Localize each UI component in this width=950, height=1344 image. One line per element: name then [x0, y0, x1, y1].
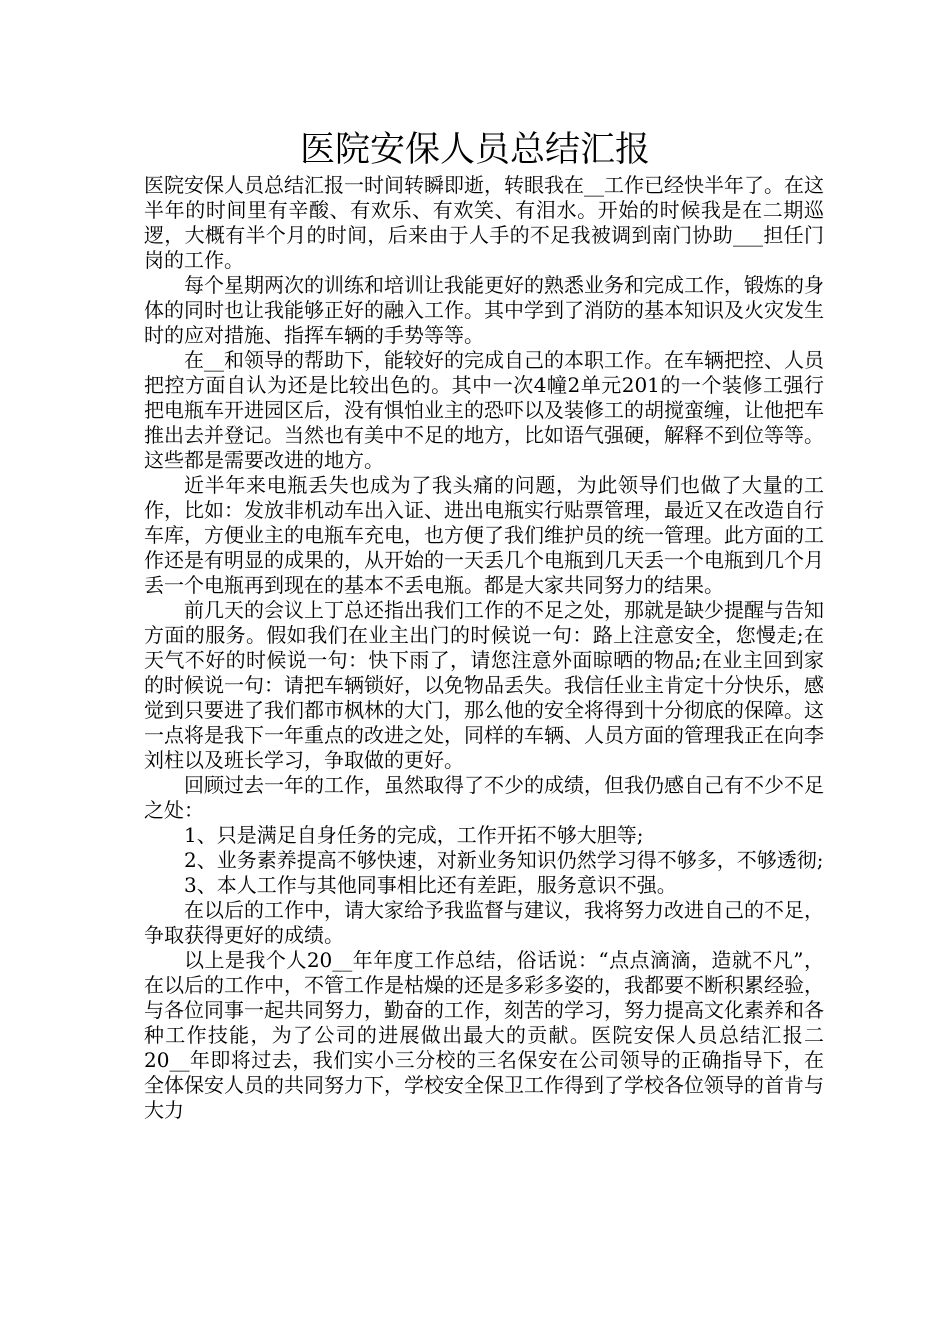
paragraph-duties: 在__和领导的帮助下，能较好的完成自己的本职工作。在车辆把控、人员把控方面自认为还是比较出色的。其中一次4幢2单元201的一个装修工强行把电瓶车开进园区后，没有惧怕业主的恐吓以及装修工的胡搅蛮缠，让他把车推出去并登记。当然也有美中不足的地方，比如语气强硬，解释不到位等等。这些都是需要改进的地方。: [144, 348, 824, 472]
paragraph-future: 在以后的工作中，请大家给予我监督与建议，我将努力改进自己的不足，争取获得更好的成绩。: [144, 898, 824, 947]
list-item-shortcoming-2: 2、业务素养提高不够快速，对新业务知识仍然学习得不够多，不够透彻;: [184, 848, 824, 872]
document-title: 医院安保人员总结汇报: [299, 130, 650, 170]
paragraph-training: 每个星期两次的训练和培训让我能更好的熟悉业务和完成工作，锻炼的身体的同时也让我能够正好的融入工作。其中学到了消防的基本知识及火灾发生时的应对措施、指挥车辆的手势等等。: [144, 273, 824, 347]
paragraph-intro: 医院安保人员总结汇报一时间转瞬即逝，转眼我在__工作已经快半年了。在这半年的时间里有辛酸、有欢乐、有欢笑、有泪水。开始的时候我是在二期巡逻，大概有半个月的时间，后来由于人手的不足我被调到南门协助___担任门岗的工作。: [144, 173, 824, 272]
paragraph-review: 回顾过去一年的工作，虽然取得了不少的成绩，但我仍感自己有不少不足之处：: [144, 773, 824, 822]
list-item-shortcoming-1: 1、只是满足自身任务的完成，工作开拓不够大胆等;: [184, 823, 644, 847]
paragraph-battery-theft: 近半年来电瓶丢失也成为了我头痛的问题，为此领导们也做了大量的工作，比如：发放非机动车出入证、进出电瓶实行贴票管理，最近又在改造自行车库，方便业主的电瓶车充电，也方便了我们维护员的统一管理。此方面的工作还是有明显的成果的，从开始的一天丢几个电瓶到几天丢一个电瓶到几个月丢一个电瓶再到现在的基本不丢电瓶。都是大家共同努力的结果。: [144, 473, 824, 597]
paragraph-conclusion: 以上是我个人20__年年度工作总结，俗话说：“点点滴滴，造就不凡”，在以后的工作中，不管工作是枯燥的还是多彩多姿的，我都要不断积累经验，与各位同事一起共同努力，勤奋的工作，刻苦的学习，努力提高文化素养和各种工作技能，为了公司的进展做出最大的贡献。医院安保人员总结汇报二20__年即将过去，我们实小三分校的三名保安在公司领导的正确指导下，在全体保安人员的共同努力下，学校安全保卫工作得到了学校各位领导的首肯与大力: [144, 948, 824, 1122]
list-item-shortcoming-3: 3、本人工作与其他同事相比还有差距，服务意识不强。: [184, 873, 677, 897]
paragraph-service: 前几天的会议上丁总还指出我们工作的不足之处，那就是缺少提醒与告知方面的服务。假如我们在业主出门的时候说一句：路上注意安全，您慢走;在天气不好的时候说一句：快下雨了，请您注意外面晾晒的物品;在业主回到家的时候说一句：请把车辆锁好，以免物品丢失。我信任业主肯定十分快乐，感觉到只要进了我们都市枫林的大门，那么他的安全将得到十分彻底的保障。这一点将是我下一年重点的改进之处，同样的车辆、人员方面的管理我正在向李刘柱以及班长学习，争取做的更好。: [144, 598, 824, 772]
document-body: [144, 173, 824, 1123]
